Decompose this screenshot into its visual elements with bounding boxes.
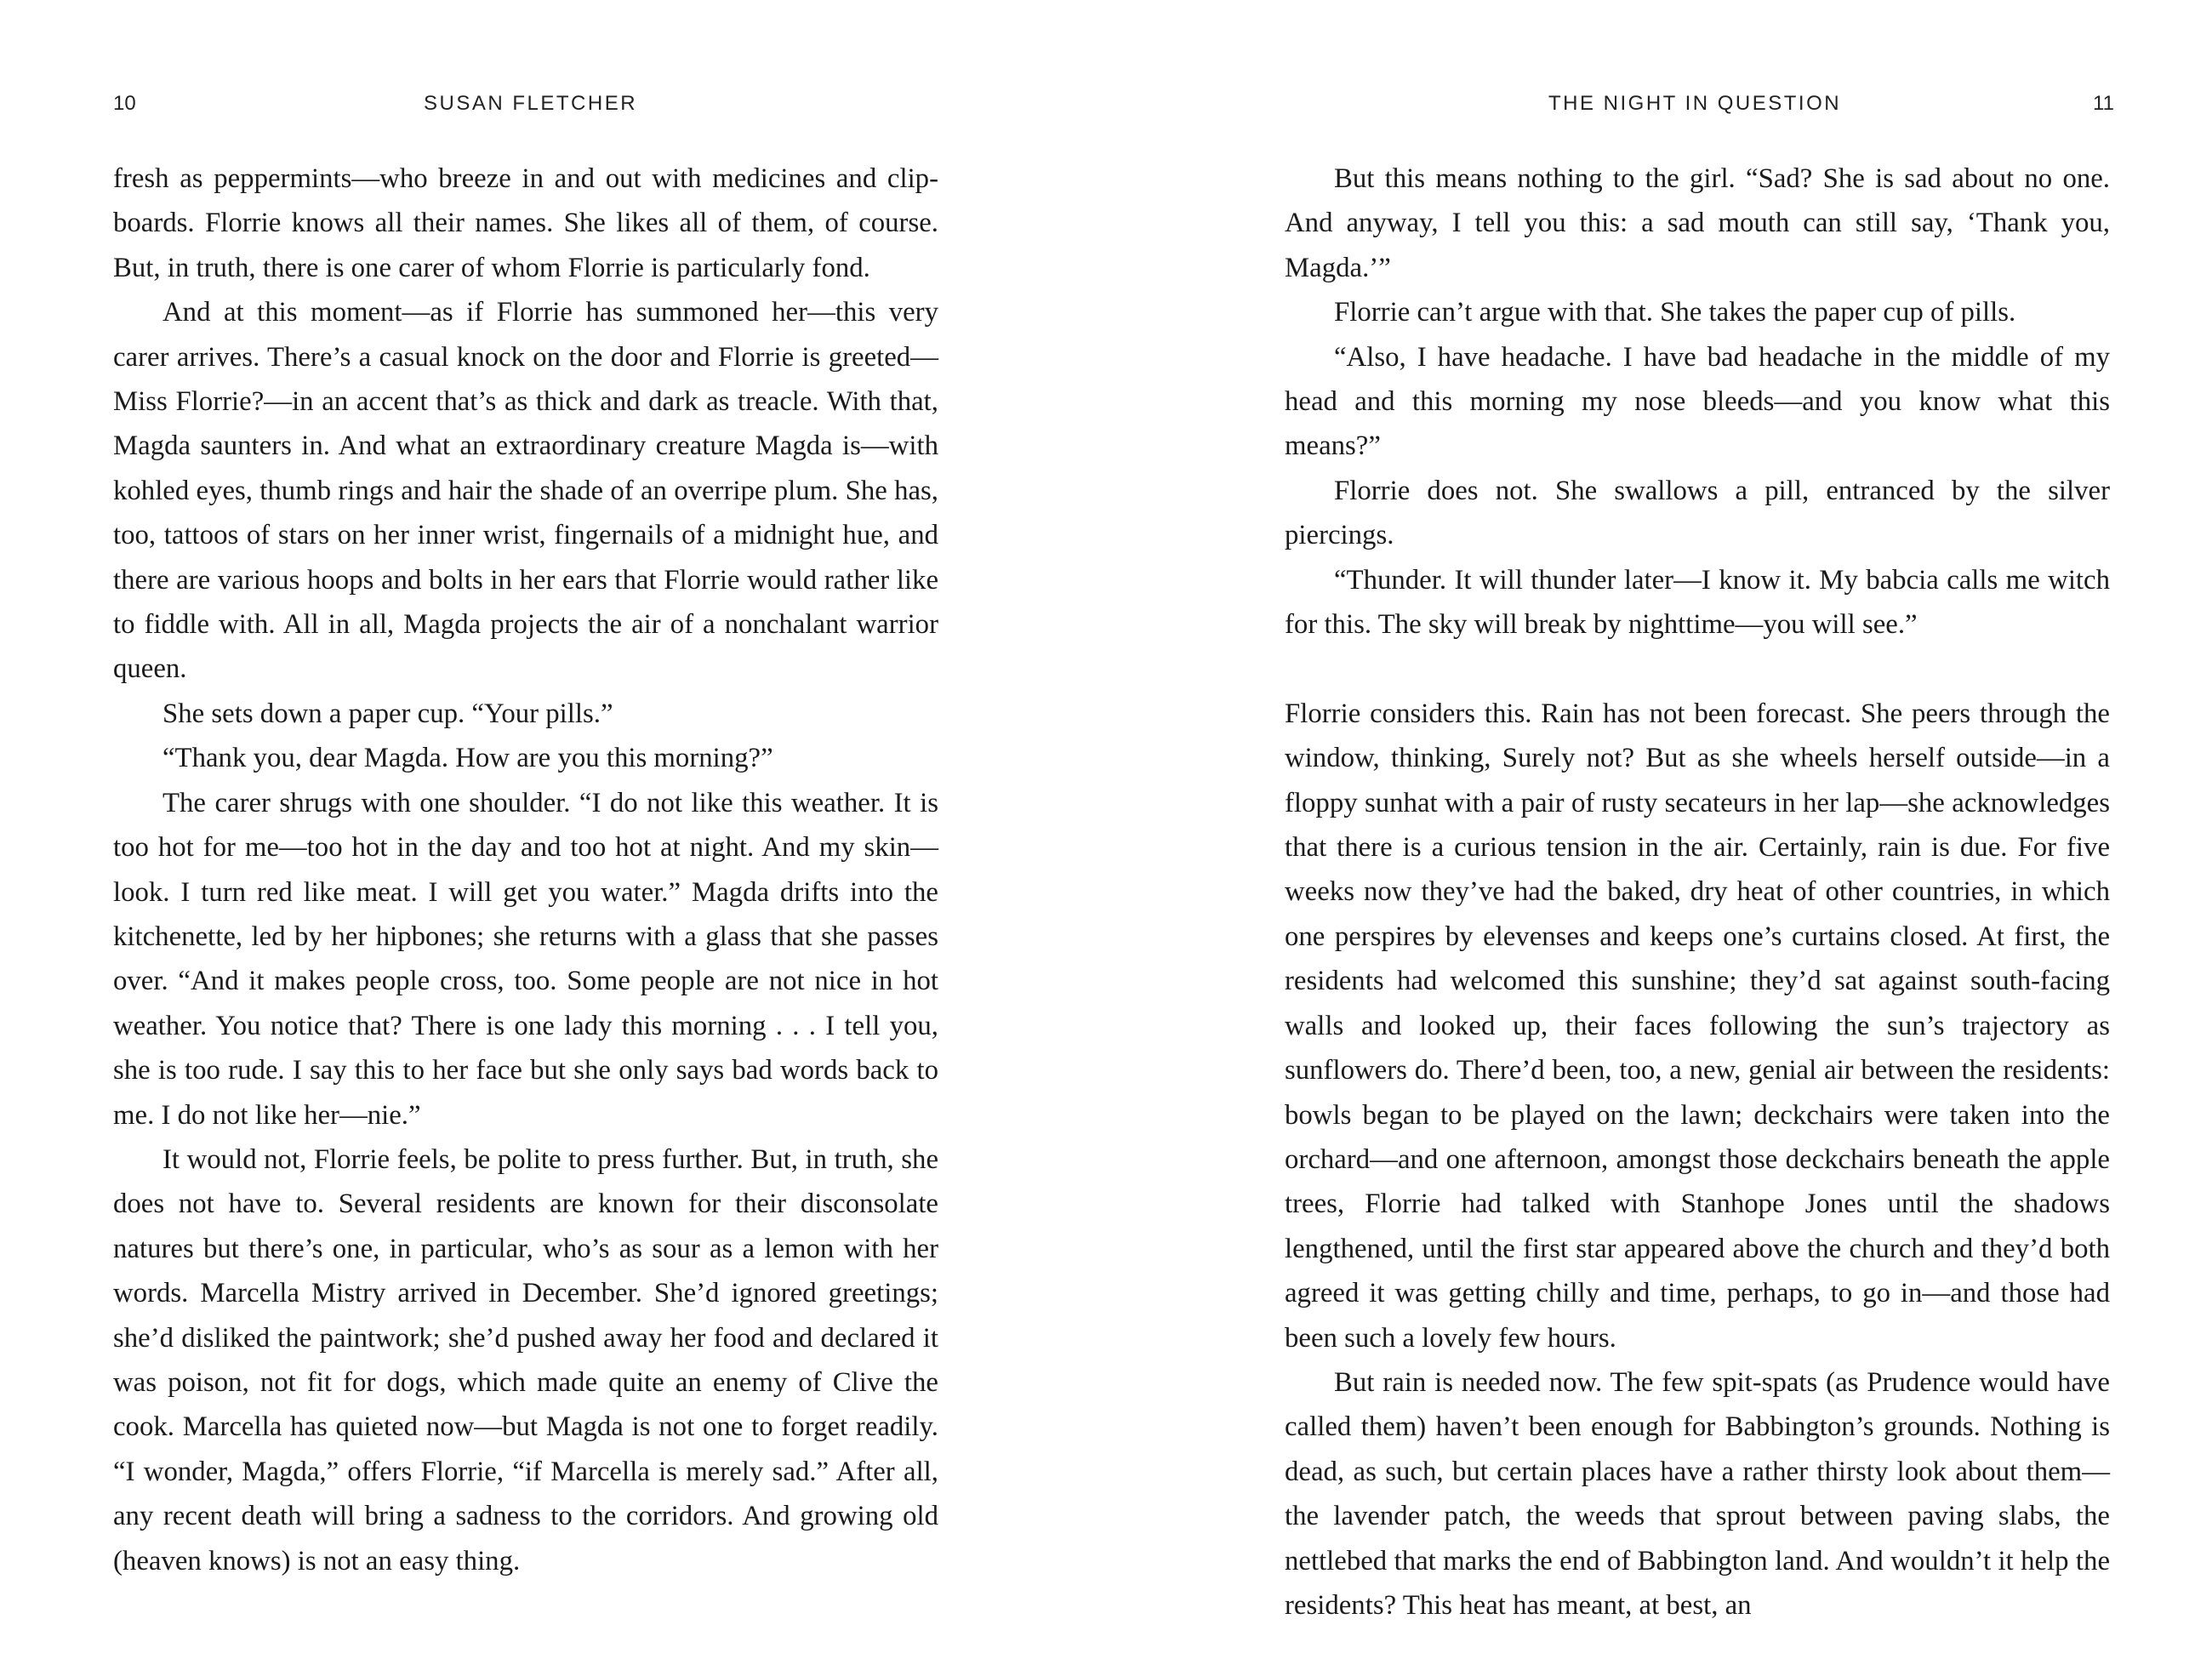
paragraph: But rain is needed now. The few spit-spats (as Prudence would have called them) haven’t been enough for Babbington’s grounds. Nothing is dead, as such, but certain places have a rather thirsty look about them—the lavender patch, the weeds that sprout between paving slabs, the nettlebed that marks the end of Babbington land. And wouldn’t it help the residents? This heat has meant, at best, an	[1285, 1366, 2110, 1621]
page-number: 10	[113, 92, 136, 115]
paragraph: It would not, Florrie feels, be polite to press further. But, in truth, she does not have to. Several residents are known for their disconsolate natures but there’s one, in particular, who’s as sour as a lemon with her words. Marcella Mistry arrived in December. She’d ignored greetings; she’d disliked the paintwork; she’d pushed away her food and declared it was poison, not fit for dogs, which made quite an enemy of Clive the cook. Marcella has quieted now—but Magda is not one to forget readily. “I wonder, Magda,” offers Florrie, “if Marcella is merely sad.” After all, any recent death will bring a sadness to the corridors. And growing old (heaven knows) is not an easy thing.	[113, 1143, 938, 1576]
paragraph: The carer shrugs with one shoulder. “I do not like this weather. It is too hot for me—too hot in the day and too hot at night. And my skin—look. I turn red like meat. I will get you water.” Magda drifts into the kitchenette, led by her hipbones; she returns with a glass that she passes over. “And it makes people cross, too. Some people are not nice in hot weather. You notice that? There is one lady this morning . . . I tell you, she is too rude. I say this to her face but she only says bad words back to me. I do not like her—nie.”	[113, 787, 938, 1131]
right-page	[1106, 0, 2212, 1659]
paragraph: “Thunder. It will thunder later—I know it. My babcia calls me witch for this. The sky will break by nighttime—you will see.”	[1285, 564, 2110, 641]
paragraph: “Thank you, dear Magda. How are you this morning?”	[162, 743, 773, 774]
paragraph: And at this moment—as if Florrie has summoned her—this very carer arrives. There’s a casual knock on the door and Florrie is greeted—Miss Florrie?—in an accent that’s as thick and dark as treacle. With that, Magda saunters in. And what an extraordinary creature Magda is—with kohled eyes, thumb rings and hair the shade of an overripe plum. She has, too, tattoos of stars on her inner wrist, fingernails of a midnight hue, and there are various hoops and bolts in her ears that Florrie would rather like to fiddle with. All in all, Magda projects the air of a nonchalant warrior queen.	[113, 297, 938, 685]
body-text	[113, 157, 938, 1583]
paragraph: Florrie considers this. Rain has not been forecast. She peers through the window, thinking, Surely not? But as she wheels herself outside—in a floppy sunhat with a pair of rusty secateurs in her lap—she acknowledges that there is a curious tension in the air. Certainly, rain is due. For five weeks now they’ve had the baked, dry heat of other countries, in which one perspires by elevenses and keeps one’s curtains closed. At first, the residents had welcomed this sunshine; they’d sat against south-facing walls and looked up, their faces following the sun’s trajectory as sunflowers do. There’d been, too, a new, genial air between the residents: bowls began to be played on the lawn; deckchairs were taken into the orchard—and one afternoon, amongst those deckchairs beneath the apple trees, Florrie had talked with Stanhope Jones until the shadows lengthened, until the first star appeared above the church and they’d both agreed it was getting chilly and time, perhaps, to go in—and those had been such a lovely few hours.	[1285, 698, 2110, 1354]
paragraph: But this means nothing to the girl. “Sad? She is sad about no one. And anyway, I tell you this: a sad mouth can still say, ‘Thank you, Magda.’”	[1285, 163, 2110, 283]
paragraph: Florrie does not. She swallows a pill, entranced by the silver piercings.	[1285, 475, 2110, 551]
running-head-title: THE NIGHT IN QUESTION	[1548, 92, 1842, 115]
paragraph: fresh as peppermints—who breeze in and out with medicines and clipboards. Florrie knows all their names. She likes all of them, of course. But, in truth, there is one carer of whom Florrie is particularly fond.	[113, 163, 938, 283]
running-head-author: SUSAN FLETCHER	[424, 92, 638, 115]
page-number: 11	[2093, 92, 2114, 115]
body-text	[1285, 157, 2110, 1628]
paragraph: “Also, I have headache. I have bad headache in the middle of my head and this morning my nose bleeds—and you know what this means?”	[1285, 341, 2110, 462]
paragraph: Florrie can’t argue with that. She takes the paper cup of pills.	[1334, 297, 2016, 328]
paragraph: She sets down a paper cup. “Your pills.”	[162, 698, 613, 729]
